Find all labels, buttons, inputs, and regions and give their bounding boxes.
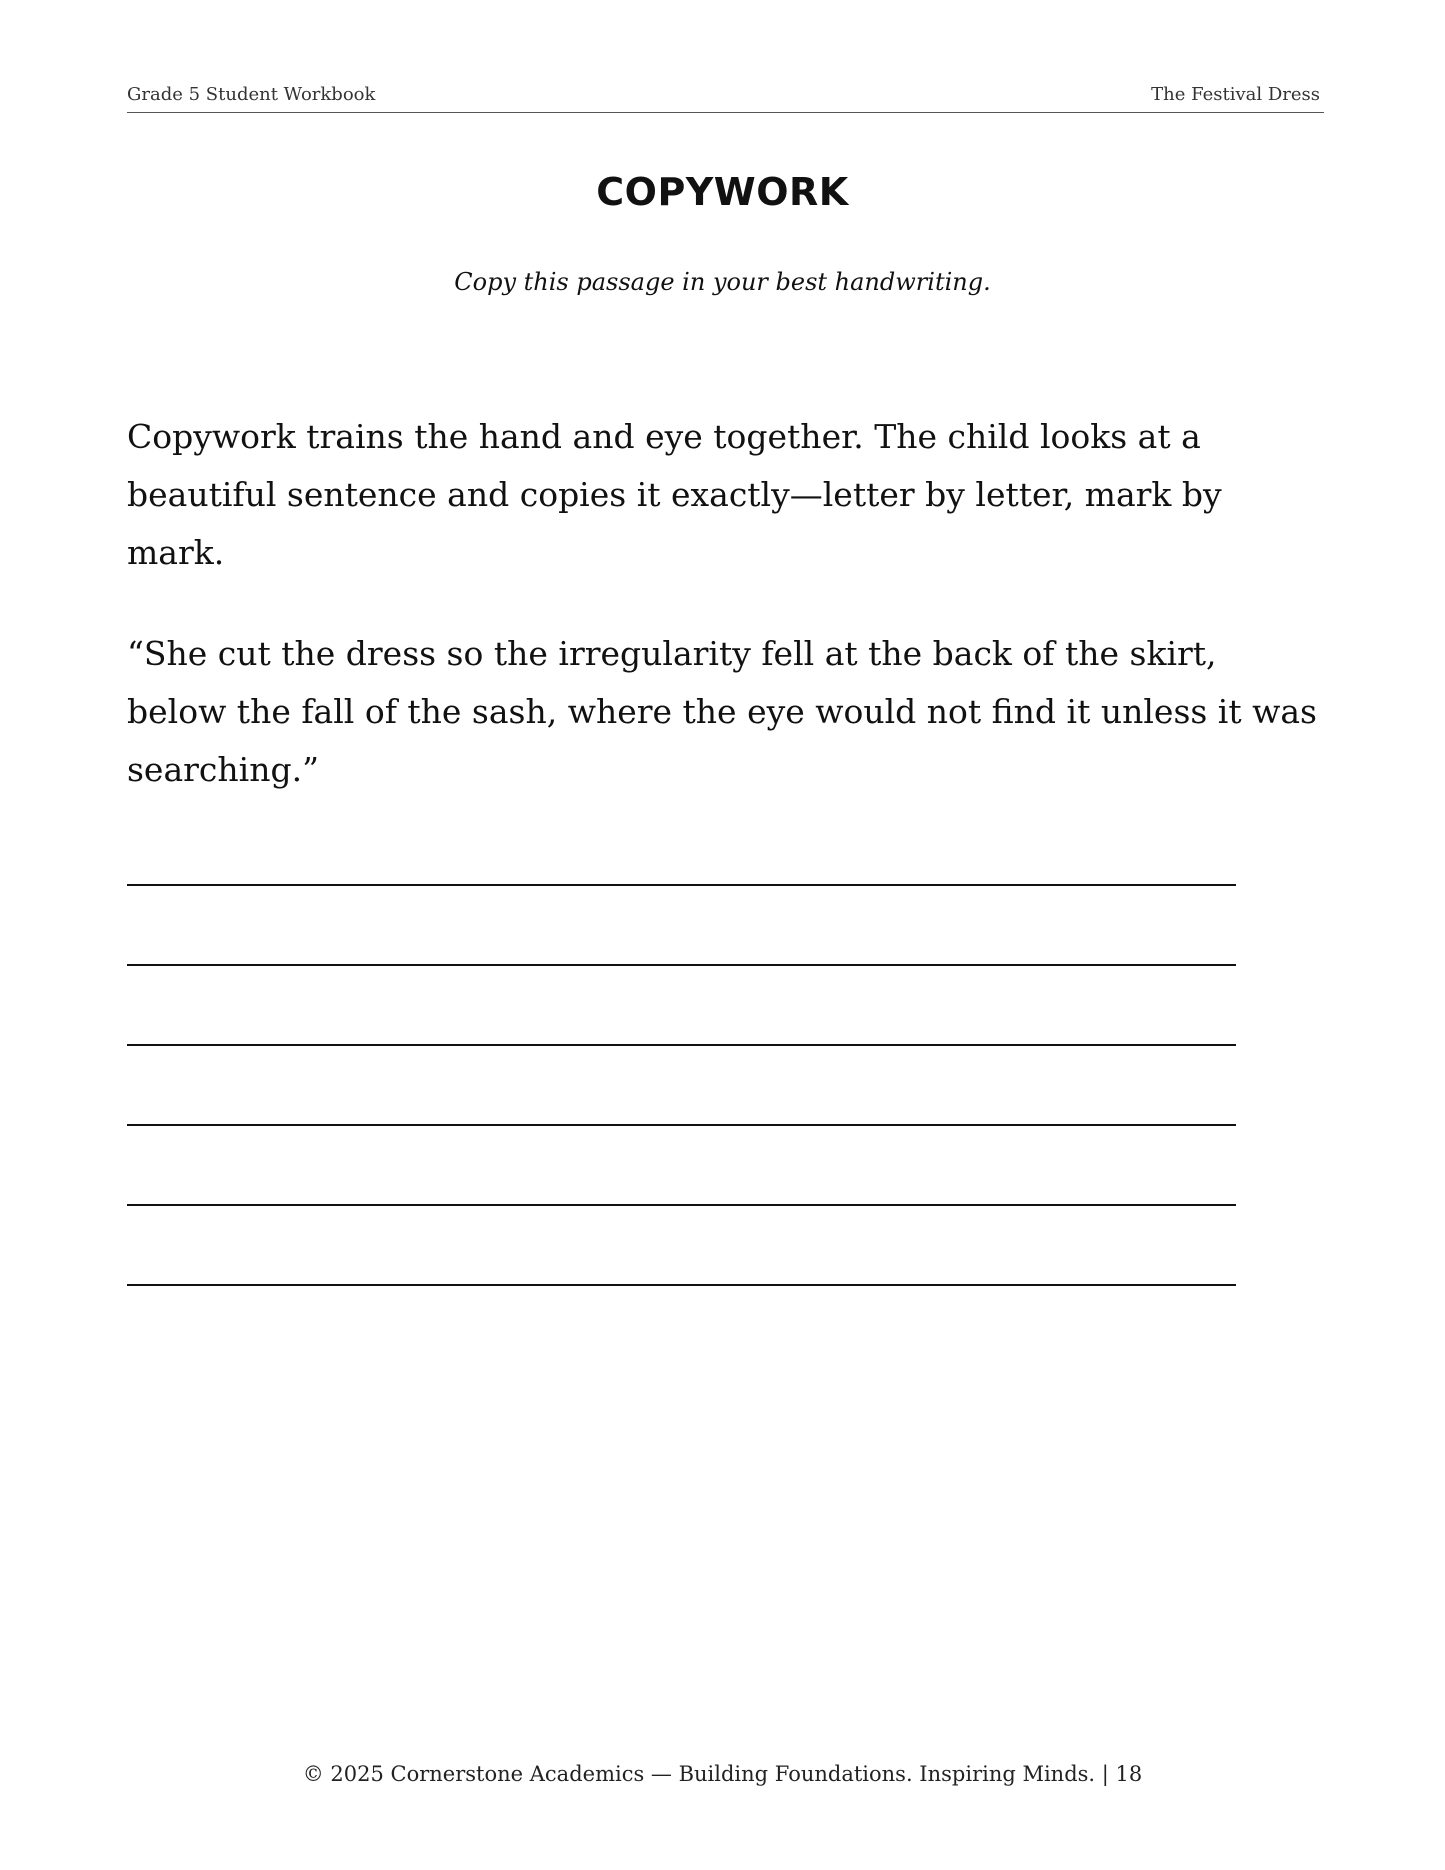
writing-line[interactable] (127, 1204, 1236, 1206)
writing-line[interactable] (127, 1124, 1236, 1126)
writing-line[interactable] (127, 884, 1236, 886)
story-title: The Festival Dress (1151, 84, 1320, 105)
page-title: COPYWORK (596, 170, 849, 214)
page-footer: © 2025 Cornerstone Academics — Building Foundations. Inspiring Minds. | 18 (302, 1762, 1143, 1786)
writing-line[interactable] (127, 1284, 1236, 1286)
workbook-name: Grade 5 Student Workbook (127, 84, 376, 105)
writing-line[interactable] (127, 964, 1236, 966)
page-header (127, 82, 1324, 113)
handwriting-lines (127, 884, 1236, 1364)
intro-paragraph: Copywork trains the hand and eye together. The child looks at a beautiful sentence and copies it exactly—letter by letter, mark by mark. (127, 417, 1222, 572)
copy-passage: “She cut the dress so the irregularity fell at the back of the skirt, below the fall of the sash, where the eye would not find it unless it was searching.” (127, 634, 1317, 789)
writing-line[interactable] (127, 1044, 1236, 1046)
instruction-text: Copy this passage in your best handwriting. (454, 268, 991, 296)
